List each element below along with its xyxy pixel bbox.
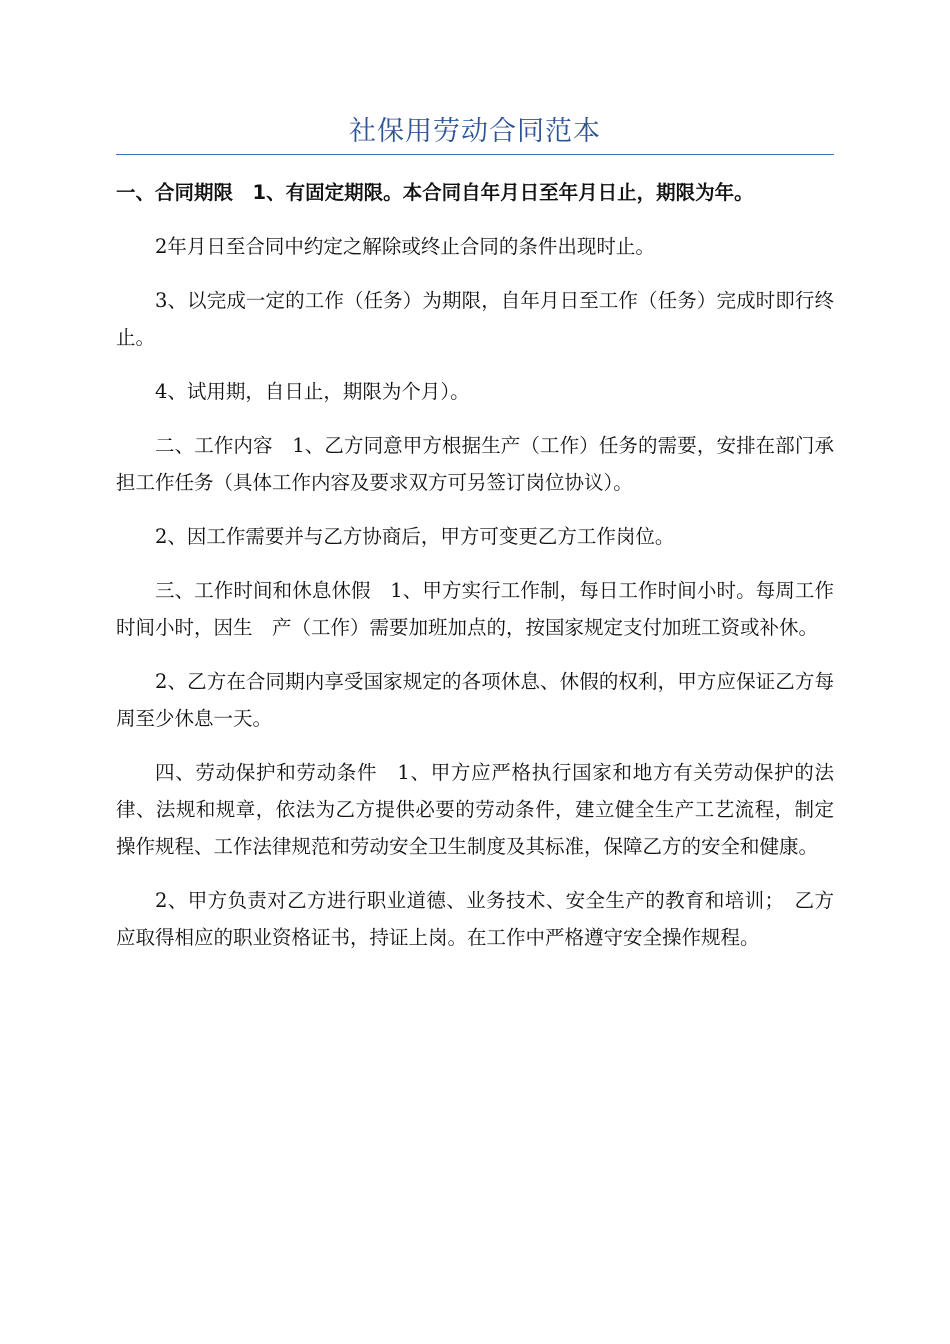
paragraph-probation: 4、试用期，自日止，期限为个月）。 [155, 380, 470, 403]
paragraph-training: 2、甲方负责对乙方进行职业道德、业务技术、安全生产的教育和培训； 乙方应取得相应的职业资格证书，持证上岗。在工作中严格遵守安全操作规程。 [116, 889, 834, 949]
document-title: 社保用劳动合同范本 [349, 116, 601, 147]
document-body [116, 174, 834, 973]
paragraph-labor-protection: 四、劳动保护和劳动条件 1、甲方应严格执行国家和地方有关劳动保护的法律、法规和规章，依法为乙方提供必要的劳动条件，建立健全生产工艺流程，制定操作规程、工作法律规范和劳动安全卫生制度及其标准，保障乙方的安全和健康。 [116, 761, 834, 858]
paragraph-term-2: 2年月日至合同中约定之解除或终止合同的条件出现时止。 [155, 235, 655, 258]
paragraph-rest-rights: 2、乙方在合同期内享受国家规定的各项休息、休假的权利，甲方应保证乙方每周至少休息一天。 [116, 670, 834, 730]
paragraph-work-hours: 三、工作时间和休息休假 1、甲方实行工作制，每日工作时间小时。每周工作时间小时，因生 产（工作）需要加班加点的，按国家规定支付加班工资或补休。 [116, 579, 834, 639]
paragraph-work-change: 2、因工作需要并与乙方协商后，甲方可变更乙方工作岗位。 [155, 525, 675, 548]
paragraph-term-3: 3、以完成一定的工作（任务）为期限，自年月日至工作（任务）完成时即行终止。 [116, 289, 834, 349]
title-underline [116, 154, 834, 155]
paragraph-work-content: 二、工作内容 1、乙方同意甲方根据生产（工作）任务的需要，安排在部门承担工作任务（具体工作内容及要求双方可另签订岗位协议）。 [116, 434, 834, 494]
paragraph-contract-term: 一、合同期限 1、有固定期限。本合同自年月日至年月日止，期限为年。 [116, 181, 754, 204]
